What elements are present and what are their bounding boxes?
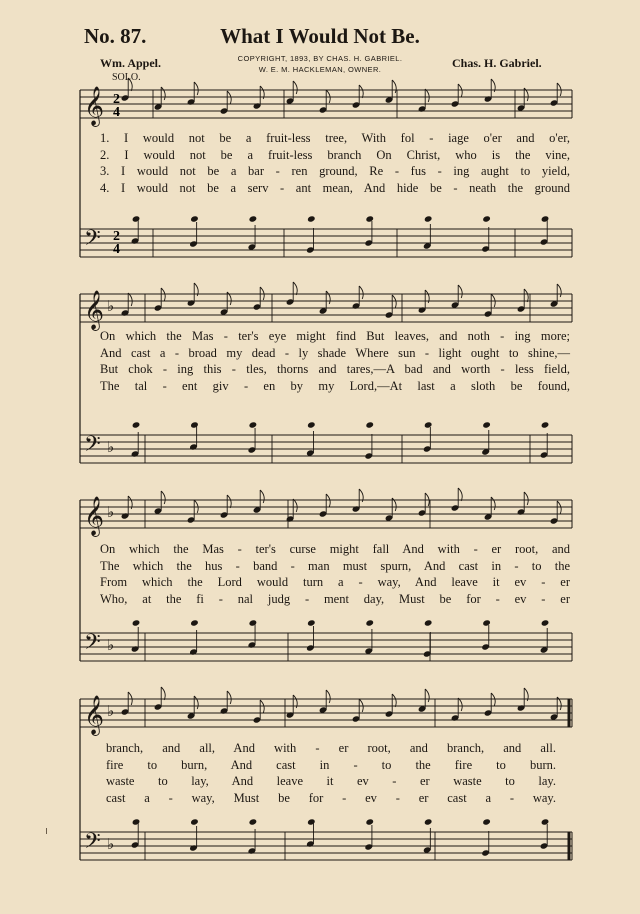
note-flag bbox=[161, 288, 165, 301]
bass-clef-icon: 𝄢 bbox=[84, 432, 101, 462]
note-flag bbox=[491, 693, 495, 706]
tenor-note-head bbox=[307, 215, 316, 222]
lyric-line: waste to lay, And leave it ev - er waste to lay. bbox=[106, 774, 556, 788]
flat-key-signature-icon: ♭ bbox=[107, 438, 115, 456]
note-flag bbox=[293, 81, 297, 94]
treble-clef-icon: 𝄞 bbox=[84, 695, 105, 735]
note-flag bbox=[128, 293, 132, 306]
tenor-note-head bbox=[541, 215, 550, 222]
lyric-line: 1. I would not be a fruit-less tree, With fol - iage o'er and o'er, bbox=[100, 131, 570, 145]
lyric-line: cast a - way, Must be for - ev - er cast a - way. bbox=[106, 790, 556, 805]
tenor-note-head bbox=[190, 619, 199, 626]
lyrics-system-1 bbox=[100, 130, 570, 196]
tenor-note-head bbox=[249, 421, 258, 428]
music-composer: Chas. H. Gabriel. bbox=[452, 56, 542, 70]
flat-key-signature-icon: ♭ bbox=[107, 636, 115, 654]
tenor-note-head bbox=[365, 818, 374, 825]
tenor-note-head bbox=[541, 619, 550, 626]
treble-clef-icon: 𝄞 bbox=[84, 290, 105, 330]
lyric-line: fire to burn, And cast in - to the fire to burn. bbox=[106, 757, 556, 772]
flat-key-signature-icon: ♭ bbox=[107, 297, 115, 315]
note-flag bbox=[425, 493, 429, 506]
copyright-line: COPYRIGHT, 1893, BY CHAS. H. GABRIEL. bbox=[237, 54, 403, 63]
lyric-line: 3. I would not be a bar - ren ground, Re - fus - ing aught to yield, bbox=[100, 164, 570, 178]
note-flag bbox=[524, 289, 528, 302]
owner-line: W. E. M. HACKLEMAN, OWNER. bbox=[258, 65, 382, 74]
note-flag bbox=[293, 499, 297, 512]
lyric-line: 4. I would not be a serv - ant mean, And hide be - neath the ground bbox=[100, 180, 570, 195]
note-flag bbox=[359, 286, 363, 299]
tenor-note-head bbox=[482, 215, 491, 222]
tenor-note-head bbox=[482, 818, 491, 825]
lyrics-system-4 bbox=[100, 740, 570, 806]
lyric-line: Who, at the fi - nal judg - ment day, Must be for - ev - er bbox=[100, 591, 570, 606]
tenor-note-head bbox=[132, 619, 141, 626]
note-flag bbox=[227, 91, 231, 104]
tenor-note-head bbox=[482, 619, 491, 626]
tenor-note-head bbox=[307, 818, 316, 825]
tenor-note-head bbox=[482, 421, 491, 428]
tenor-note-head bbox=[424, 421, 433, 428]
lyric-line: The tal - ent giv - en by my Lord,—At last a sloth be found, bbox=[100, 378, 570, 393]
bass-clef-icon: 𝄢 bbox=[84, 630, 101, 660]
note-flag bbox=[458, 698, 462, 711]
note-flag bbox=[557, 284, 561, 297]
note-flag bbox=[227, 691, 231, 704]
flat-key-signature-icon: ♭ bbox=[107, 702, 115, 720]
note-flag bbox=[326, 690, 330, 703]
tenor-note-head bbox=[190, 215, 199, 222]
tenor-note-head bbox=[249, 215, 258, 222]
tenor-note-head bbox=[365, 421, 374, 428]
lyric-line: But chok - ing this - tles, thorns and tares,—A bad and worth - less field, bbox=[100, 362, 570, 376]
tenor-note-head bbox=[132, 421, 141, 428]
bass-time-signature-top: 2 bbox=[113, 229, 120, 244]
note-flag bbox=[458, 84, 462, 97]
note-flag bbox=[425, 89, 429, 102]
tenor-note-head bbox=[541, 818, 550, 825]
lyric-line: And cast a - broad my dead - ly shade Where sun - light ought to shine,— bbox=[100, 345, 570, 360]
note-flag bbox=[359, 699, 363, 712]
hymn-number: No. 87. bbox=[84, 24, 147, 48]
lyrics-system-2 bbox=[100, 328, 570, 394]
tenor-note-head bbox=[424, 215, 433, 222]
tenor-note-head bbox=[424, 818, 433, 825]
note-flag bbox=[524, 492, 528, 505]
lyric-line: 2. I would not be a fruit-less branch On Christ, who is the vine, bbox=[100, 147, 570, 162]
margin-mark bbox=[46, 828, 47, 834]
treble-clef-icon: 𝄞 bbox=[84, 496, 105, 536]
note-flag bbox=[392, 80, 396, 93]
tenor-note-head bbox=[132, 215, 141, 222]
lyrics-system-3 bbox=[100, 541, 570, 607]
tenor-note-head bbox=[249, 818, 258, 825]
flat-key-signature-icon: ♭ bbox=[107, 835, 115, 853]
note-flag bbox=[326, 291, 330, 304]
lyric-line: On which the Mas - ter's curse might fall And with - er root, and bbox=[100, 542, 570, 556]
lyric-line: branch, and all, And with - er root, and branch, and all. bbox=[106, 741, 556, 755]
note-flag bbox=[260, 700, 264, 713]
note-flag bbox=[260, 490, 264, 503]
treble-clef-icon: 𝄞 bbox=[84, 86, 105, 126]
note-flag bbox=[392, 295, 396, 308]
tenor-note-head bbox=[190, 421, 199, 428]
note-flag bbox=[557, 83, 561, 96]
note-flag bbox=[161, 87, 165, 100]
tenor-note-head bbox=[365, 619, 374, 626]
note-flag bbox=[194, 696, 198, 709]
note-flag bbox=[458, 488, 462, 501]
bass-clef-icon: 𝄢 bbox=[84, 829, 101, 859]
note-flag bbox=[194, 500, 198, 513]
note-flag bbox=[326, 494, 330, 507]
note-flag bbox=[128, 692, 132, 705]
part-label: SOLO. bbox=[112, 72, 141, 83]
note-flag bbox=[227, 495, 231, 508]
note-flag bbox=[293, 282, 297, 295]
note-flag bbox=[128, 78, 132, 91]
tenor-note-head bbox=[307, 421, 316, 428]
note-flag bbox=[161, 491, 165, 504]
flat-key-signature-icon: ♭ bbox=[107, 503, 115, 521]
note-flag bbox=[557, 501, 561, 514]
note-flag bbox=[458, 285, 462, 298]
tenor-note-head bbox=[249, 619, 258, 626]
note-flag bbox=[359, 85, 363, 98]
note-flag bbox=[425, 689, 429, 702]
lyric-line: On which the Mas - ter's eye might find But leaves, and noth - ing more; bbox=[100, 329, 570, 343]
hymn-title: What I Would Not Be. bbox=[220, 24, 420, 48]
tenor-note-head bbox=[307, 619, 316, 626]
note-flag bbox=[491, 294, 495, 307]
bass-time-signature-bottom: 4 bbox=[113, 242, 120, 257]
note-flag bbox=[161, 687, 165, 700]
note-flag bbox=[194, 82, 198, 95]
treble-time-signature-bottom: 4 bbox=[113, 105, 120, 120]
tenor-note-head bbox=[424, 619, 433, 626]
lyric-line: The which the hus - band - man must spurn, And cast in - to the bbox=[100, 558, 570, 573]
note-flag bbox=[392, 694, 396, 707]
bass-clef-icon: 𝄢 bbox=[84, 226, 101, 256]
note-flag bbox=[491, 497, 495, 510]
treble-time-signature-top: 2 bbox=[113, 92, 120, 107]
tenor-note-head bbox=[190, 818, 199, 825]
tenor-note-head bbox=[132, 818, 141, 825]
tenor-note-head bbox=[365, 215, 374, 222]
tenor-note-head bbox=[541, 421, 550, 428]
note-flag bbox=[326, 90, 330, 103]
lyric-line: From which the Lord would turn a - way, And leave it ev - er bbox=[100, 575, 570, 589]
note-flag bbox=[260, 287, 264, 300]
words-author: Wm. Appel. bbox=[100, 56, 162, 70]
